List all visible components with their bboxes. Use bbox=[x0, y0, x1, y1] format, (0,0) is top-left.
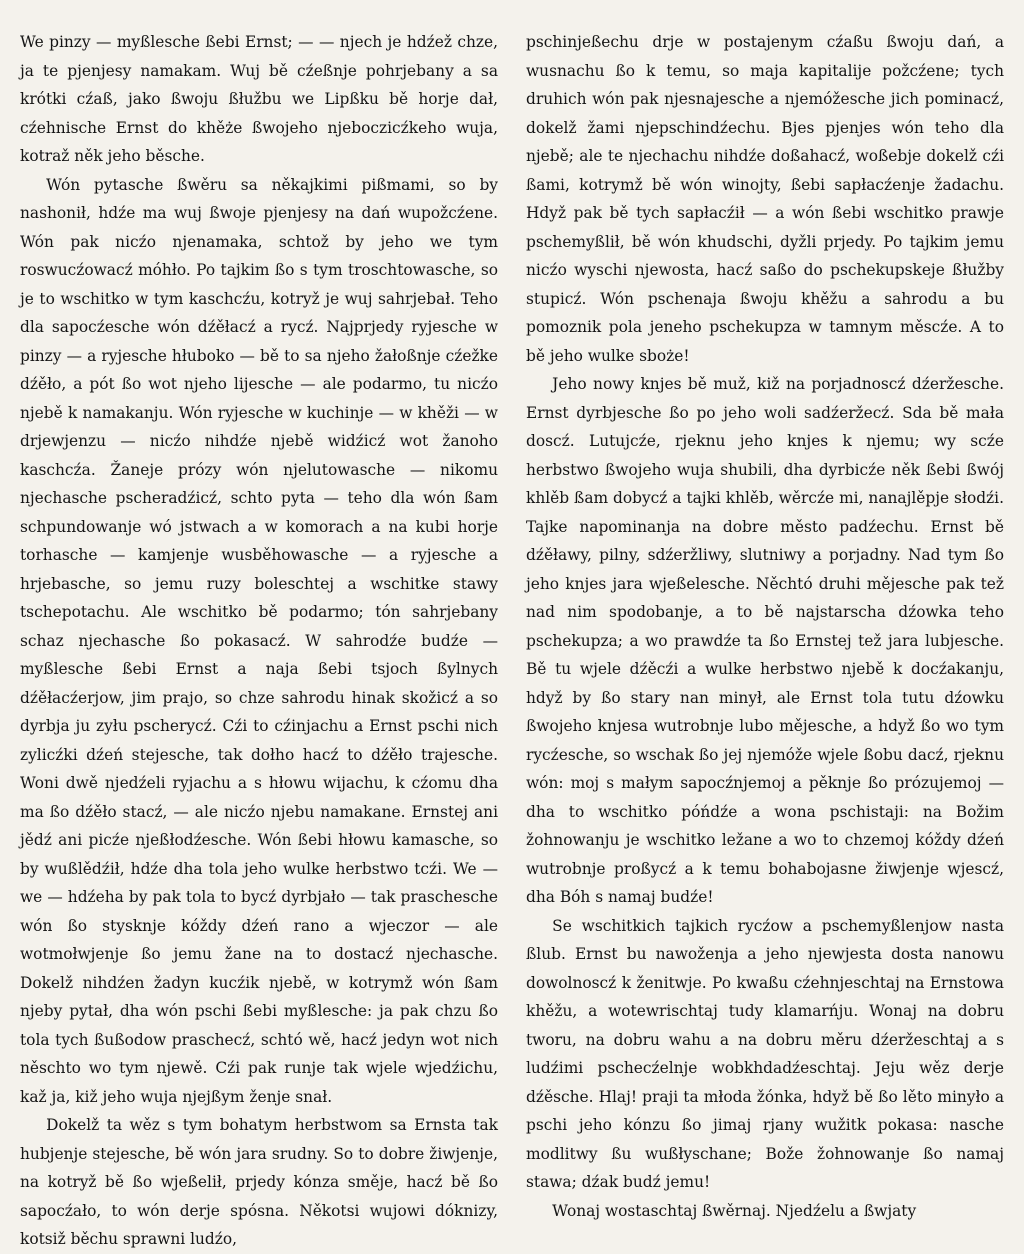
paragraph: Wonaj wostaschtaj ßwěrnaj. Njedźelu a ßwjaty bbox=[552, 1201, 917, 1220]
paragraph: Wón pytasche ßwěru sa někajkimi pißmami, so by nashonił, hdźe ma wuj ßwoje pjenjesy na dań wupožcźene. Wón pak nicźo njenamaka, schtož by jeho we tym roswucźowacź móhło. Po tajkim ßo s tym troschtowasche, so je to wschitko w tym kaschcźu, kotryž je wuj sahrjebał. Teho dla sapocźesche wón dźěłacź a rycź. Najprjedy ryjesche w pinzy — a ryjesche hłuboko — bě to sa njeho žałoßnje cźežke dźěło, a pót ßo wot njeho lijesche — ale podarmo, tu nicźo njebě k namakanju. Wón ryjesche w kuchinje — w khěži — w drjewjenzu — nicźo nihdźe njebě widźicź wot žanoho kaschcźa. Žaneje prózy wón njelutowasche — nikomu njechasche pscheradźicź, schto pyta — teho dla wón ßam schpundowanje wó jstwach a w komorach a na kubi horje torhasche — kamjenje wusběhowasche — a ryjesche a hrjebasche, so jemu ruzy boleschtej a wschitke stawy tschepotachu. Ale wschitko bě podarmo; tón sahrjebany schaz njechasche ßo pokasacź. W sahrodźe budźe — myßlesche ßebi Ernst a naja ßebi tsjoch ßylnych dźěłacźerjow, jim prajo, so chze sahrodu hinak skožicź a so dyrbja ju zyłu pscherycź. Cźi to cźinjachu a Ernst pschi nich zylicźki dźeń stejesche, tak dołho hacź to dźěło trajesche. Woni dwě njedźeli ryjachu a s hłowu wijachu, k cźomu dha ma ßo dźěło stacź, — ale nicźo njebu namakane. Ernstej ani jědź ani picźe njeßłodźesche. Wón ßebi hłowu kamasche, so by wußlědźił, hdźe dha tola jeho wulke herbstwo tcźi. We — we — hdźeha by pak tola to bycź dyrbjało — tak praschesche wón ßo stysknje kóždy dźeń rano a wjeczor — ale wotmołwjenje ßo jemu žane na to dostacź njechasche. Dokelž nihdźen žadyn kucźik njebě, w kotrymž wón ßam njeby pytał, dha wón pschi ßebi myßlesche: ja pak chzu ßo tola tych ßußodow praschecź, schtó wě, hacź jedyn wot nich něschto wo tym njewě. Cźi pak runje tak wjele wjedźichu, kaž ja, kiž jeho wuja njejßym ženje snał. bbox=[20, 175, 498, 1106]
paragraph: pschinjeßechu drje w postajenym cźaßu ßwoju dań, a wusnachu ßo k temu, so maja kapitalije požcźene; tych druhich wón pak njesnajesche a njemóžesche jich pominacź, dokelž žami njepschindźechu. Bjes pjenjes wón teho dla njebě; ale te njechachu nihdźe doßahacź, woßebje dokelž cźi ßami, kotrymž bě wón winojty, ßebi sapłacźenje žadachu. Hdyž pak bě tych sapłacźił — a wón ßebi wschitko prawje pschemyßlił, bě wón khudschi, dyžli prjedy. Po tajkim jemu nicźo wyschi njewosta, hacź saßo do pschekupskeje ßłužby stupicź. Wón pschenaja ßwoju khěžu a sahrodu a bu pomoznik pola jeneho pschekupza w tamnym měscźe. A to bě jeho wulke sboże! bbox=[526, 33, 1004, 365]
right-column bbox=[526, 28, 1004, 1218]
paragraph: Jeho nowy knjes bě muž, kiž na porjadnoscź dźeržesche. Ernst dyrbjesche ßo po jeho woli sadźeržecź. Sda bě mała doscź. Lutujcźe, rjeknu jeho knjes k njemu; wy scźe herbstwo ßwojeho wuja shubili, dha dyrbicźe něk ßebi ßwój khlěb ßam dobycź a tajki khlěb, wěrcźe mi, nanajlěpje słodźi. Tajke napominanja na dobre město padźechu. Ernst bě dźěławy, pilny, sdźeržliwy, slutniwy a porjadny. Nad tym ßo jeho knjes jara wjeßelesche. Něchtó druhi mějesche pak tež nad nim spodobanje, a to bě najstarscha dźowka teho pschekupza; a wo prawdźe ta ßo Ernstej tež jara lubjesche. Bě tu wjele dźěcźi a wulke herbstwo njebě k docźakanju, hdyž by ßo stary nan minył, ale Ernst tola tutu dźowku ßwojeho knjesa wutrobnje lubo mějesche, a hdyž ßo wo tym rycźesche, so wschak ßo jej njemóže wjele ßobu dacź, rjeknu wón: moj s małym sapocźnjemoj a pěknje ßo prózujemoj — dha to wschitko póńdźe a wona pschistaji: na Božim žohnowanju je wschitko ležane a wo to chzemoj kóždy dźeń wutrobnje proßycź a k temu bohabojasne žiwjenje wjescź, dha Bóh s namaj budźe! bbox=[526, 375, 1004, 906]
column-gutter bbox=[512, 28, 513, 1218]
paragraph: Se wschitkich tajkich rycźow a pschemyßlenjow nasta ßlub. Ernst bu nawoženja a jeho njewjesta dosta nanowu dowolnoscź k ženitwje. Po kwaßu cźehnjeschtaj na Ernstowa khěžu, a wotewrischtaj tudy klamarńju. Wonaj na dobru tworu, na dobru wahu a na dobru měru dźeržeschtaj a s ludźimi pschecźelnje wobkhdadźeschtaj. Jeju wěz derje dźěsche. Hlaj! praji ta młoda žónka, hdyž bě ßo lěto minyło a pschi jeho kónzu ßo jimaj rjany wužitk pokasa: nasche modlitwy ßu wußłyschane; Bože žohnowanje ßo namaj stawa; dźak budź jemu! bbox=[526, 916, 1004, 1191]
paragraph: Dokelž ta wěz s tym bohatym herbstwom sa Ernsta tak hubjenje stejesche, bě wón jara srudny. So to dobre žiwjenje, na kotryž bě ßo wjeßelił, prjedy kónza směje, hacź bě ßo sapocźało, to wón derje spósna. Někotsi wujowi dóknizy, kotsiž běchu sprawni ludźo, bbox=[20, 1116, 498, 1248]
paragraph: We pinzy — myßlesche ßebi Ernst; — — njech je hdźež chze, ja te pjenjesy namakam. Wuj bě cźeßnje pohrjebany a sa krótki cźaß, jako ßwoju ßłužbu we Lipßku bě horje dał, cźehnische Ernst do khěże ßwojeho njeboczicźkeho wuja, kotraž něk jeho běsche. bbox=[20, 33, 498, 165]
left-column bbox=[20, 28, 498, 1248]
text-columns bbox=[20, 28, 1004, 1248]
